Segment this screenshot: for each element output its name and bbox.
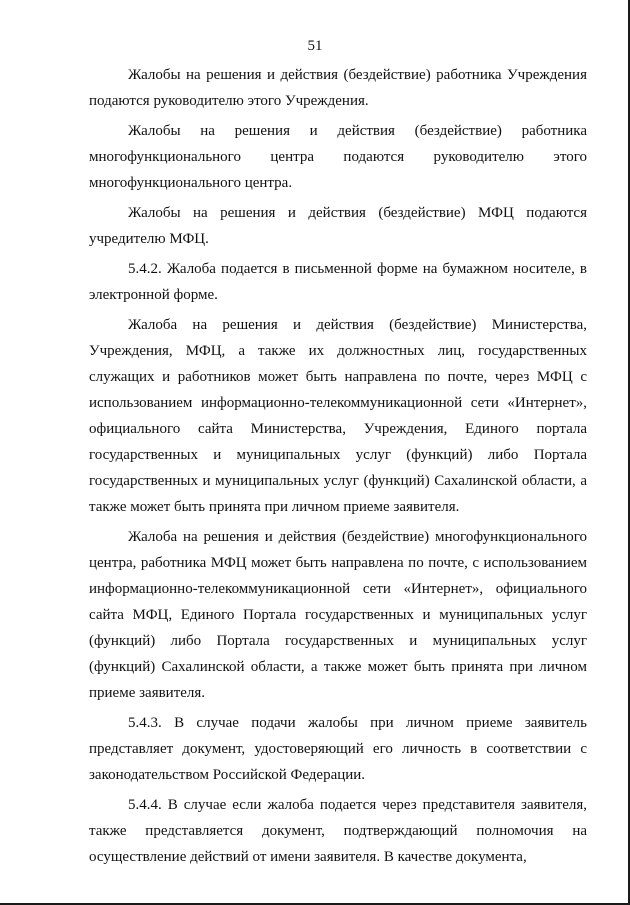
paragraph-complaint-channels-mfc: Жалоба на решения и действия (бездействие) многофункционального центра, работника МФЦ может быть направлена по почте, с использованием информационно-телекоммуникационной сети «Интернет», официального сайта МФЦ, Единого Портала государственных и муниципальных услуг (функций) либо Портала государственных и муниципальных услуг (функций) Сахалинской области, а также может быть принята при личном приеме заявителя. <box>89 529 587 701</box>
paragraph-5-4-2: 5.4.2. Жалоба подается в письменной форме на бумажном носителе, в электронной форме. <box>89 261 587 303</box>
paragraph-complaints-mfc-employee: Жалобы на решения и действия (бездействие) работника многофункционального центра подаются руководителю этого многофункционального центра. <box>89 123 587 191</box>
page-number: 51 <box>307 38 323 54</box>
paragraph-complaints-institution-employee: Жалобы на решения и действия (бездействие) работника Учреждения подаются руководителю этого Учреждения. <box>89 67 587 109</box>
document-body <box>89 62 587 874</box>
paragraph-5-4-3: 5.4.3. В случае подачи жалобы при личном приеме заявитель представляет документ, удостоверяющий его личность в соответствии с законодательством Российской Федерации. <box>89 715 587 783</box>
paragraph-5-4-4: 5.4.4. В случае если жалоба подается через представителя заявителя, также представляется документ, подтверждающий полномочия на осуществление действий от имени заявителя. В качестве документа, <box>89 797 587 865</box>
paragraph-complaints-mfc: Жалобы на решения и действия (бездействие) МФЦ подаются учредителю МФЦ. <box>89 205 587 247</box>
paragraph-complaint-channels-ministry: Жалоба на решения и действия (бездействие) Министерства, Учреждения, МФЦ, а также их должностных лиц, государственных служащих и работников может быть направлена по почте, через МФЦ с использованием информационно-телекоммуникационной сети «Интернет», официального сайта Министерства, Учреждения, Единого портала государственных и муниципальных услуг (функций) либо Портала государственных и муниципальных услуг (функций) Сахалинской области, а также может быть принята при личном приеме заявителя. <box>89 317 587 515</box>
